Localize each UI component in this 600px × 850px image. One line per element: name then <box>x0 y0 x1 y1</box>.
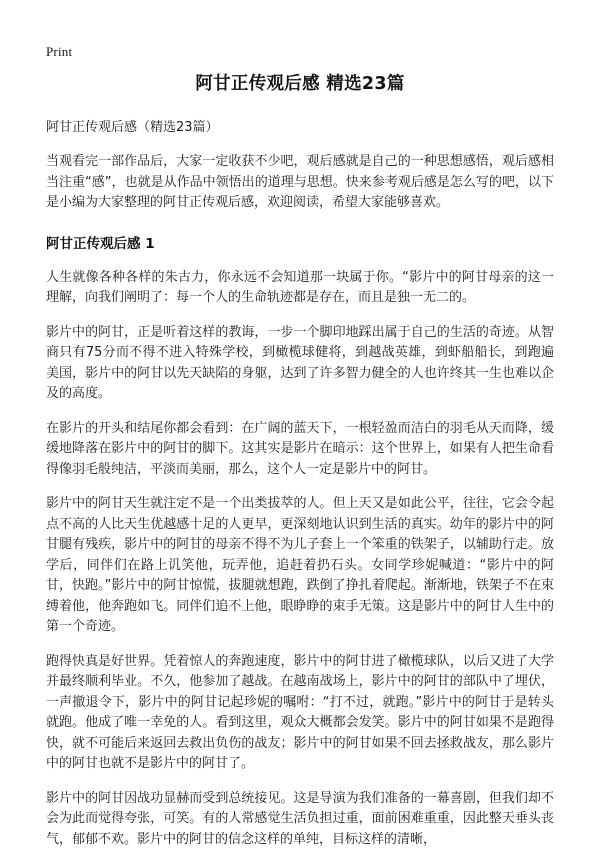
intro-paragraph: 当观看完一部作品后，大家一定收获不少吧，观后感就是自己的一种思想感悟，观后感相当注重“感”，也就是从作品中领悟出的道理与思想。快来参考观后感是怎么写的吧，以下是小编为大家整理的阿甘正传观后感，欢迎阅读，希望大家能够喜欢。 <box>46 152 554 214</box>
body-paragraph: 影片中的阿甘天生就注定不是一个出类拔萃的人。但上天又是如此公平，往往，它会令起点不高的人比天生优越感十足的人更早，更深刻地认识到生活的真实。幼年的影片中的阿甘腿有残疾，影片中的阿甘的母亲不得不为儿子套上一个笨重的铁架子，以辅助行走。放学后，同伴们在路上讥笑他，玩弄他，追赶着扔石头。女同学珍妮喊道：“影片中的阿甘，快跑。”影片中的阿甘惊慌，拔腿就想跑，跌倒了挣扎着爬起。渐渐地，铁架子不在束缚着他，他奔跑如飞。同伴们追不上他，眼睁睁的束手无策。这是影片中的阿甘人生中的 第一个奇迹。 <box>46 494 554 638</box>
document-subtitle: 阿甘正传观后感（精选23篇） <box>46 118 554 138</box>
body-paragraph: 在影片的开头和结尾你都会看到：在广阔的蓝天下，一根轻盈而洁白的羽毛从天而降，缓缓地降落在影片中的阿甘的脚下。这其实是影片在暗示：这个世界上，如果有人把生命看得像羽毛般纯洁，平淡而美丽，那么，这个人一定是影片中的阿甘。 <box>46 419 554 481</box>
section-heading: 阿甘正传观后感 1 <box>46 234 554 254</box>
document-content <box>46 72 554 850</box>
body-paragraph: 影片中的阿甘，正是听着这样的教诲，一步一个脚印地踩出属于自己的生活的奇迹。从智商只有75分而不得不进入特殊学校，到橄榄球健将，到越战英雄，到虾船船长，到跑遍美国，影片中的阿甘以先天缺陷的身躯，达到了许多智力健全的人也许终其一生也难以企及的高度。 <box>46 323 554 405</box>
body-paragraph: 跑得快真是好世界。凭着惊人的奔跑速度，影片中的阿甘进了橄榄球队，以后又进了大学并最终顺利毕业。不久，他参加了越战。在越南战场上，影片中的阿甘的部队中了埋伏，一声撤退令下，影片中的阿甘记起珍妮的嘱咐：“打不过，就跑。”影片中的阿甘于是转头就跑。他成了唯一幸免的人。看到这里，观众大概都会发笑。影片中的阿甘如果不是跑得快，就不可能后来返回去救出负伤的战友；影片中的阿甘如果不回去拯救战友，那么影片中的阿甘也就不是影片中的阿甘了。 <box>46 652 554 775</box>
body-paragraph: 影片中的阿甘因战功显赫而受到总统接见。这是导演为我们准备的一幕喜剧，但我们却不会为此而觉得夸张，可笑。有的人常感觉生活负担过重，面前困难重重，因此整天垂头丧气，郁郁不欢。影片中的阿甘的信念这样的单纯，目标这样的清晰， <box>46 789 554 850</box>
page-title: 阿甘正传观后感 精选23篇 <box>46 72 554 96</box>
body-paragraph: 人生就像各种各样的朱古力，你永远不会知道那一块属于你。“影片中的阿甘母亲的这一理解，向我们阐明了：每一个人的生命轨迹都是存在，而且是独一无二的。 <box>46 268 554 309</box>
print-link[interactable]: Print <box>46 44 72 60</box>
